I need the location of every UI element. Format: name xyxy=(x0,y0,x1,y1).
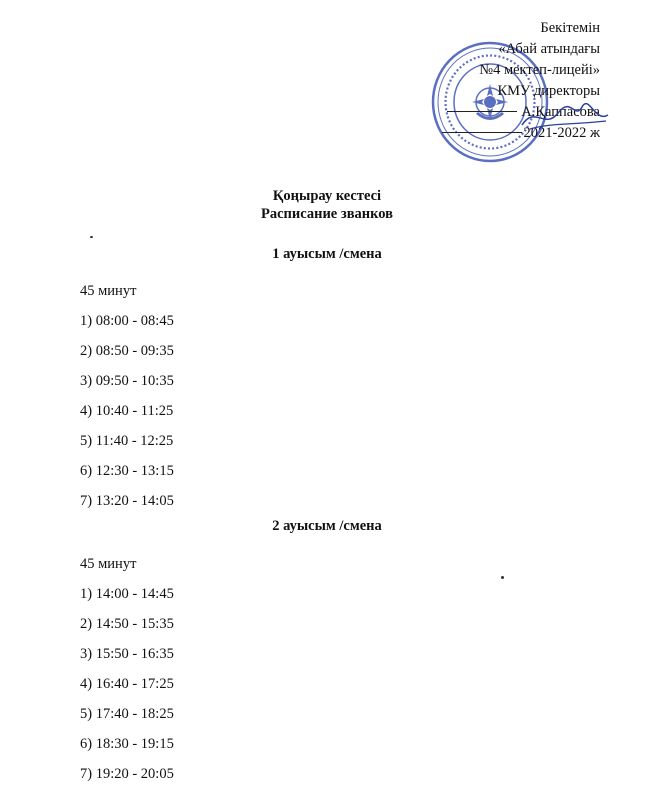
shift-2-duration: 45 минут xyxy=(80,556,137,572)
date-underline xyxy=(442,132,522,133)
director-name: А.Қаппасова xyxy=(521,104,600,120)
director-signature xyxy=(520,95,610,135)
scan-speck xyxy=(501,576,504,579)
list-item: 1) 14:00 - 14:45 xyxy=(80,586,174,602)
approval-line-school-number: №4 мектеп-лицейі» xyxy=(479,62,600,78)
list-item: 7) 13:20 - 14:05 xyxy=(80,493,174,509)
list-item: 6) 18:30 - 19:15 xyxy=(80,736,174,752)
shift-1-duration: 45 минут xyxy=(80,283,137,299)
list-item: 4) 10:40 - 11:25 xyxy=(80,403,174,419)
list-item: 3) 09:50 - 10:35 xyxy=(80,373,174,389)
approval-line-approve: Бекітемін xyxy=(540,20,600,36)
list-item: 2) 08:50 - 09:35 xyxy=(80,343,174,359)
list-item: 5) 17:40 - 18:25 xyxy=(80,706,174,722)
list-item: 5) 11:40 - 12:25 xyxy=(80,433,174,449)
list-item: 4) 16:40 - 17:25 xyxy=(80,676,174,692)
list-item: 1) 08:00 - 08:45 xyxy=(80,313,174,329)
approval-line-position: КМУ директоры xyxy=(497,83,600,99)
signature-underline xyxy=(447,111,517,112)
page-title xyxy=(0,187,654,223)
title-kazakh: Қоңырау кестесі xyxy=(272,188,382,204)
shift-1-heading: 1 ауысым /смена xyxy=(272,246,382,262)
list-item: 3) 15:50 - 16:35 xyxy=(80,646,174,662)
list-item: 6) 12:30 - 13:15 xyxy=(80,463,174,479)
list-item: 2) 14:50 - 15:35 xyxy=(80,616,174,632)
scan-speck xyxy=(90,236,93,238)
shift-2-heading: 2 ауысым /смена xyxy=(272,518,382,534)
academic-year: 2021-2022 ж xyxy=(523,125,600,141)
title-russian: Расписание званков xyxy=(260,206,394,222)
shift-2-schedule xyxy=(80,554,174,794)
shift-1-schedule xyxy=(80,281,174,521)
approval-line-school-name: «Абай атындағы xyxy=(498,41,600,57)
list-item: 7) 19:20 - 20:05 xyxy=(80,766,174,782)
